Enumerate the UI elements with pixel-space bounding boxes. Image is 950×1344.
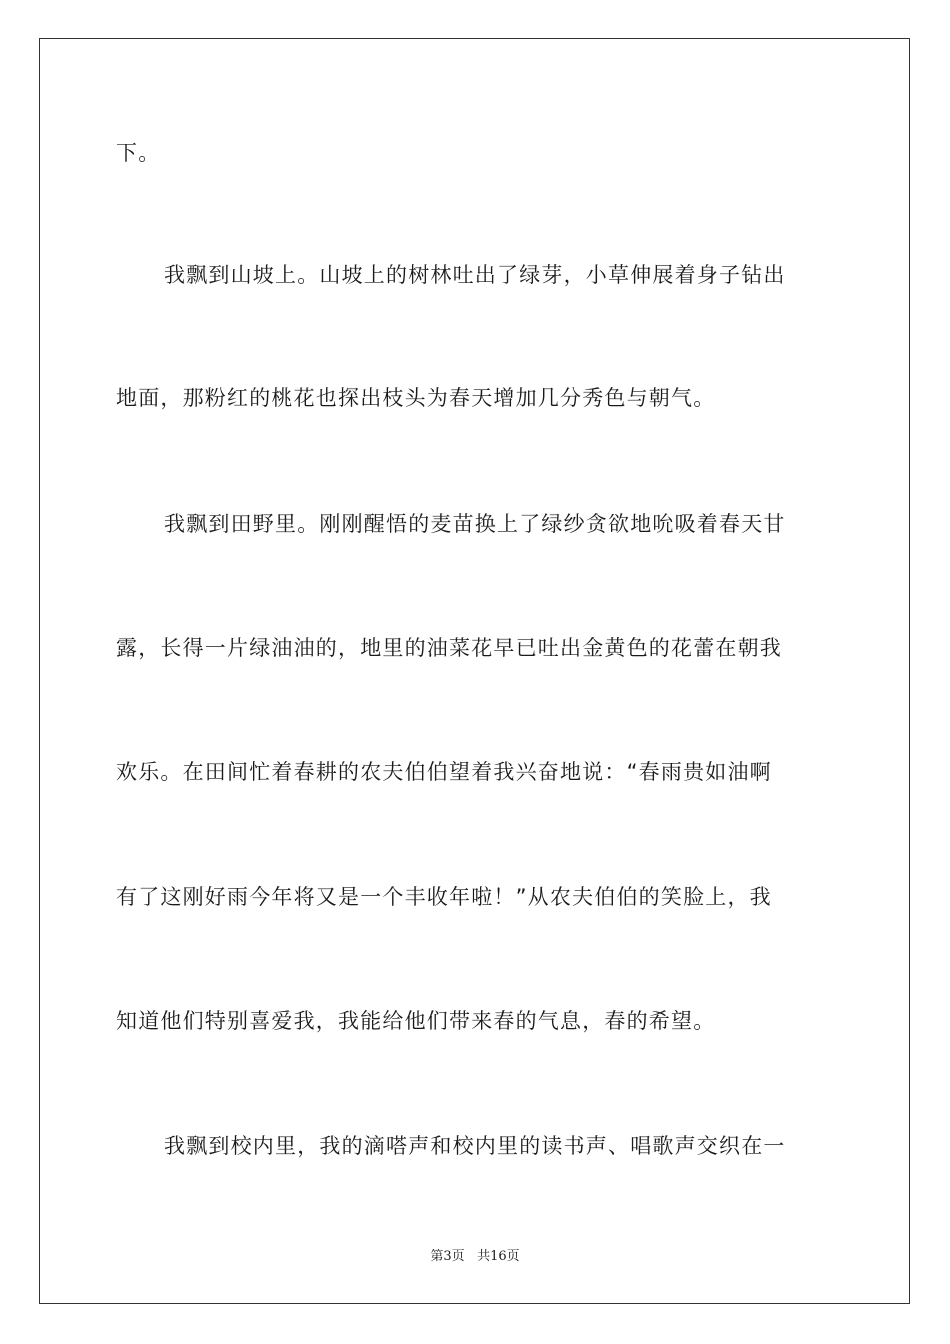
page-number: 第3页 xyxy=(430,1249,465,1264)
text-line: 欢乐。在田间忙着春耕的农夫伯伯望着我兴奋地说：“春雨贵如油啊 xyxy=(116,760,772,784)
total-pages: 共16页 xyxy=(477,1249,520,1264)
paragraph-first-line: 我飘到山坡上。山坡上的树林吐出了绿芽，小草伸展着身子钻出 xyxy=(164,263,786,287)
paragraph-first-line: 我飘到校内里，我的滴嗒声和校内里的读书声、唱歌声交织在一 xyxy=(164,1134,786,1158)
text-line: 露，长得一片绿油油的，地里的油菜花早已吐出金黄色的花蕾在朝我 xyxy=(116,636,782,660)
text-line: 知道他们特别喜爱我，我能给他们带来春的气息，春的希望。 xyxy=(116,1009,716,1033)
text-line: 有了这刚好雨今年将又是一个丰收年啦！”从农夫伯伯的笑脸上，我 xyxy=(116,885,772,909)
text-line: 下。 xyxy=(116,141,161,165)
paragraph-first-line: 我飘到田野里。刚刚醒悟的麦苗换上了绿纱贪欲地吮吸着春天甘 xyxy=(164,512,786,536)
page-border xyxy=(39,38,910,1304)
text-line: 地面，那粉红的桃花也探出枝头为春天增加几分秀色与朝气。 xyxy=(116,386,716,410)
page-footer xyxy=(0,1248,950,1266)
